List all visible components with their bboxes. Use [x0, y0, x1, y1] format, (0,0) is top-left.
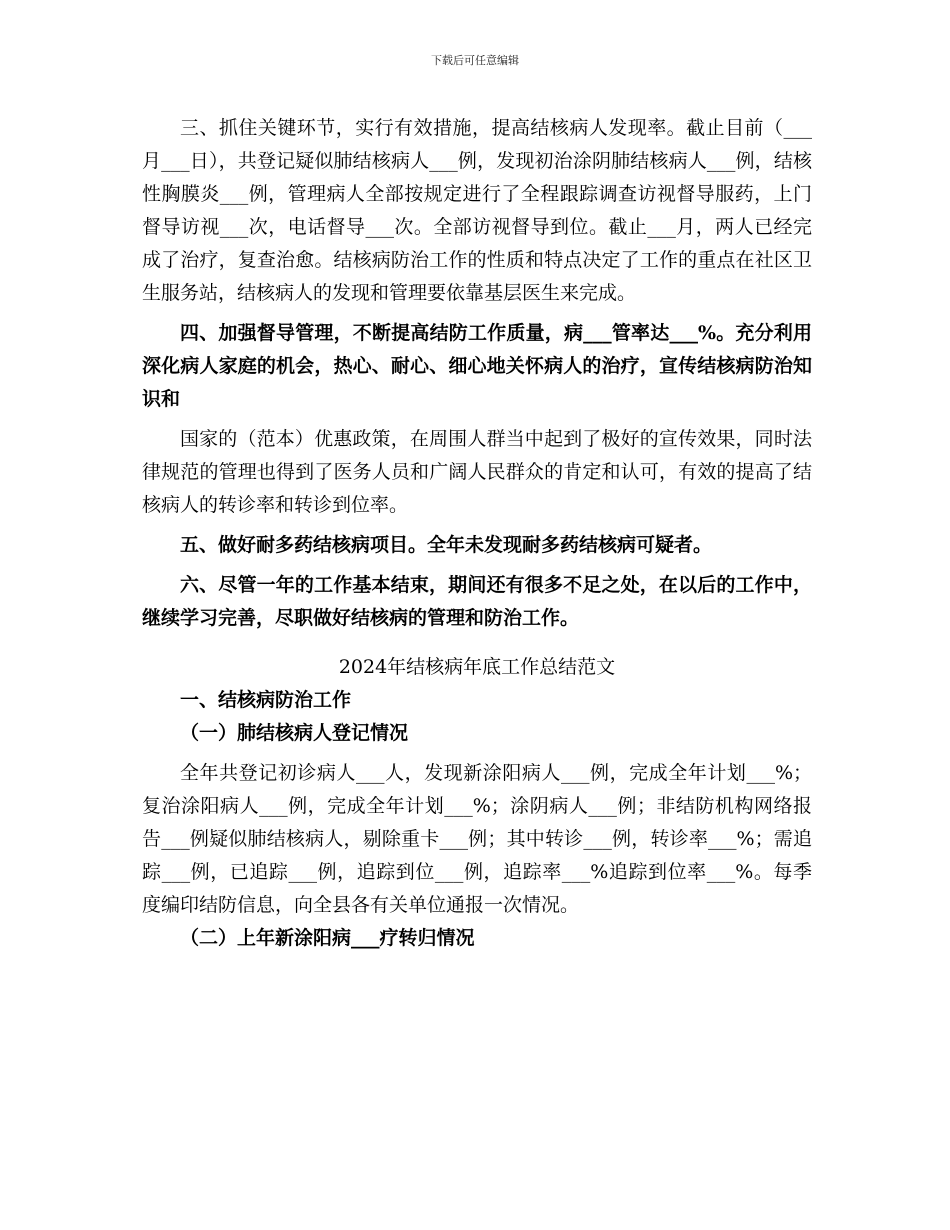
subsection-heading-two: （二）上年新涂阳病___疗转归情况	[180, 927, 475, 949]
paragraph-five: 五、做好耐多药结核病项目。全年未发现耐多药结核病可疑者。	[180, 534, 713, 556]
paragraph-four-continued: 国家的（范本）优惠政策，在周围人群当中起到了极好的宣传效果，同时法律规范的管理也得到了医务人员和广阔人民群众的肯定和认可，有效的提高了结核病人的转诊率和转诊到位率。	[142, 428, 812, 516]
subsection-heading-one: （一）肺结核病人登记情况	[180, 722, 409, 744]
paragraph-three: 三、抓住关键环节，实行有效措施，提高结核病人发现率。截止目前（___月___日），共登记疑似肺结核病人___例，发现初治涂阴肺结核病人___例，结核性胸膜炎___例，管理病人全部按规定进行了全程跟踪调查访视督导服药，上门督导访视___次，电话督导___次。全部访视督导到位。截止___月，两人已经完成了治疗，复查治愈。结核病防治工作的性质和特点决定了工作的重点在社区卫生服务站，结核病人的发现和管理要依靠基层医生来完成。	[142, 117, 812, 304]
document-title: 2024年结核病年底工作总结范文	[338, 656, 616, 678]
paragraph-registration: 全年共登记初诊病人___人，发现新涂阳病人___例，完成全年计划___%；复治涂阳病人___例，完成全年计划___%；涂阴病人___例；非结防机构网络报告___例疑似肺结核病人，剔除重卡___例；其中转诊___例，转诊率___%；需追踪___例，已追踪___例，追踪到位___例，追踪率___%追踪到位率___%。每季度编印结防信息，向全县各有关单位通报一次情况。	[142, 762, 812, 916]
paragraph-four: 四、加强督导管理，不断提高结防工作质量，病___管率达___%。充分利用深化病人家庭的机会，热心、耐心、细心地关怀病人的治疗，宣传结核病防治知识和	[142, 322, 812, 410]
section-heading-one: 一、结核病防治工作	[180, 689, 352, 711]
page-header: 下载后可任意编辑	[431, 54, 519, 67]
paragraph-six: 六、尽管一年的工作基本结束，期间还有很多不足之处，在以后的工作中，继续学习完善，尽职做好结核病的管理和防治工作。	[142, 574, 812, 629]
document-body	[142, 112, 812, 955]
